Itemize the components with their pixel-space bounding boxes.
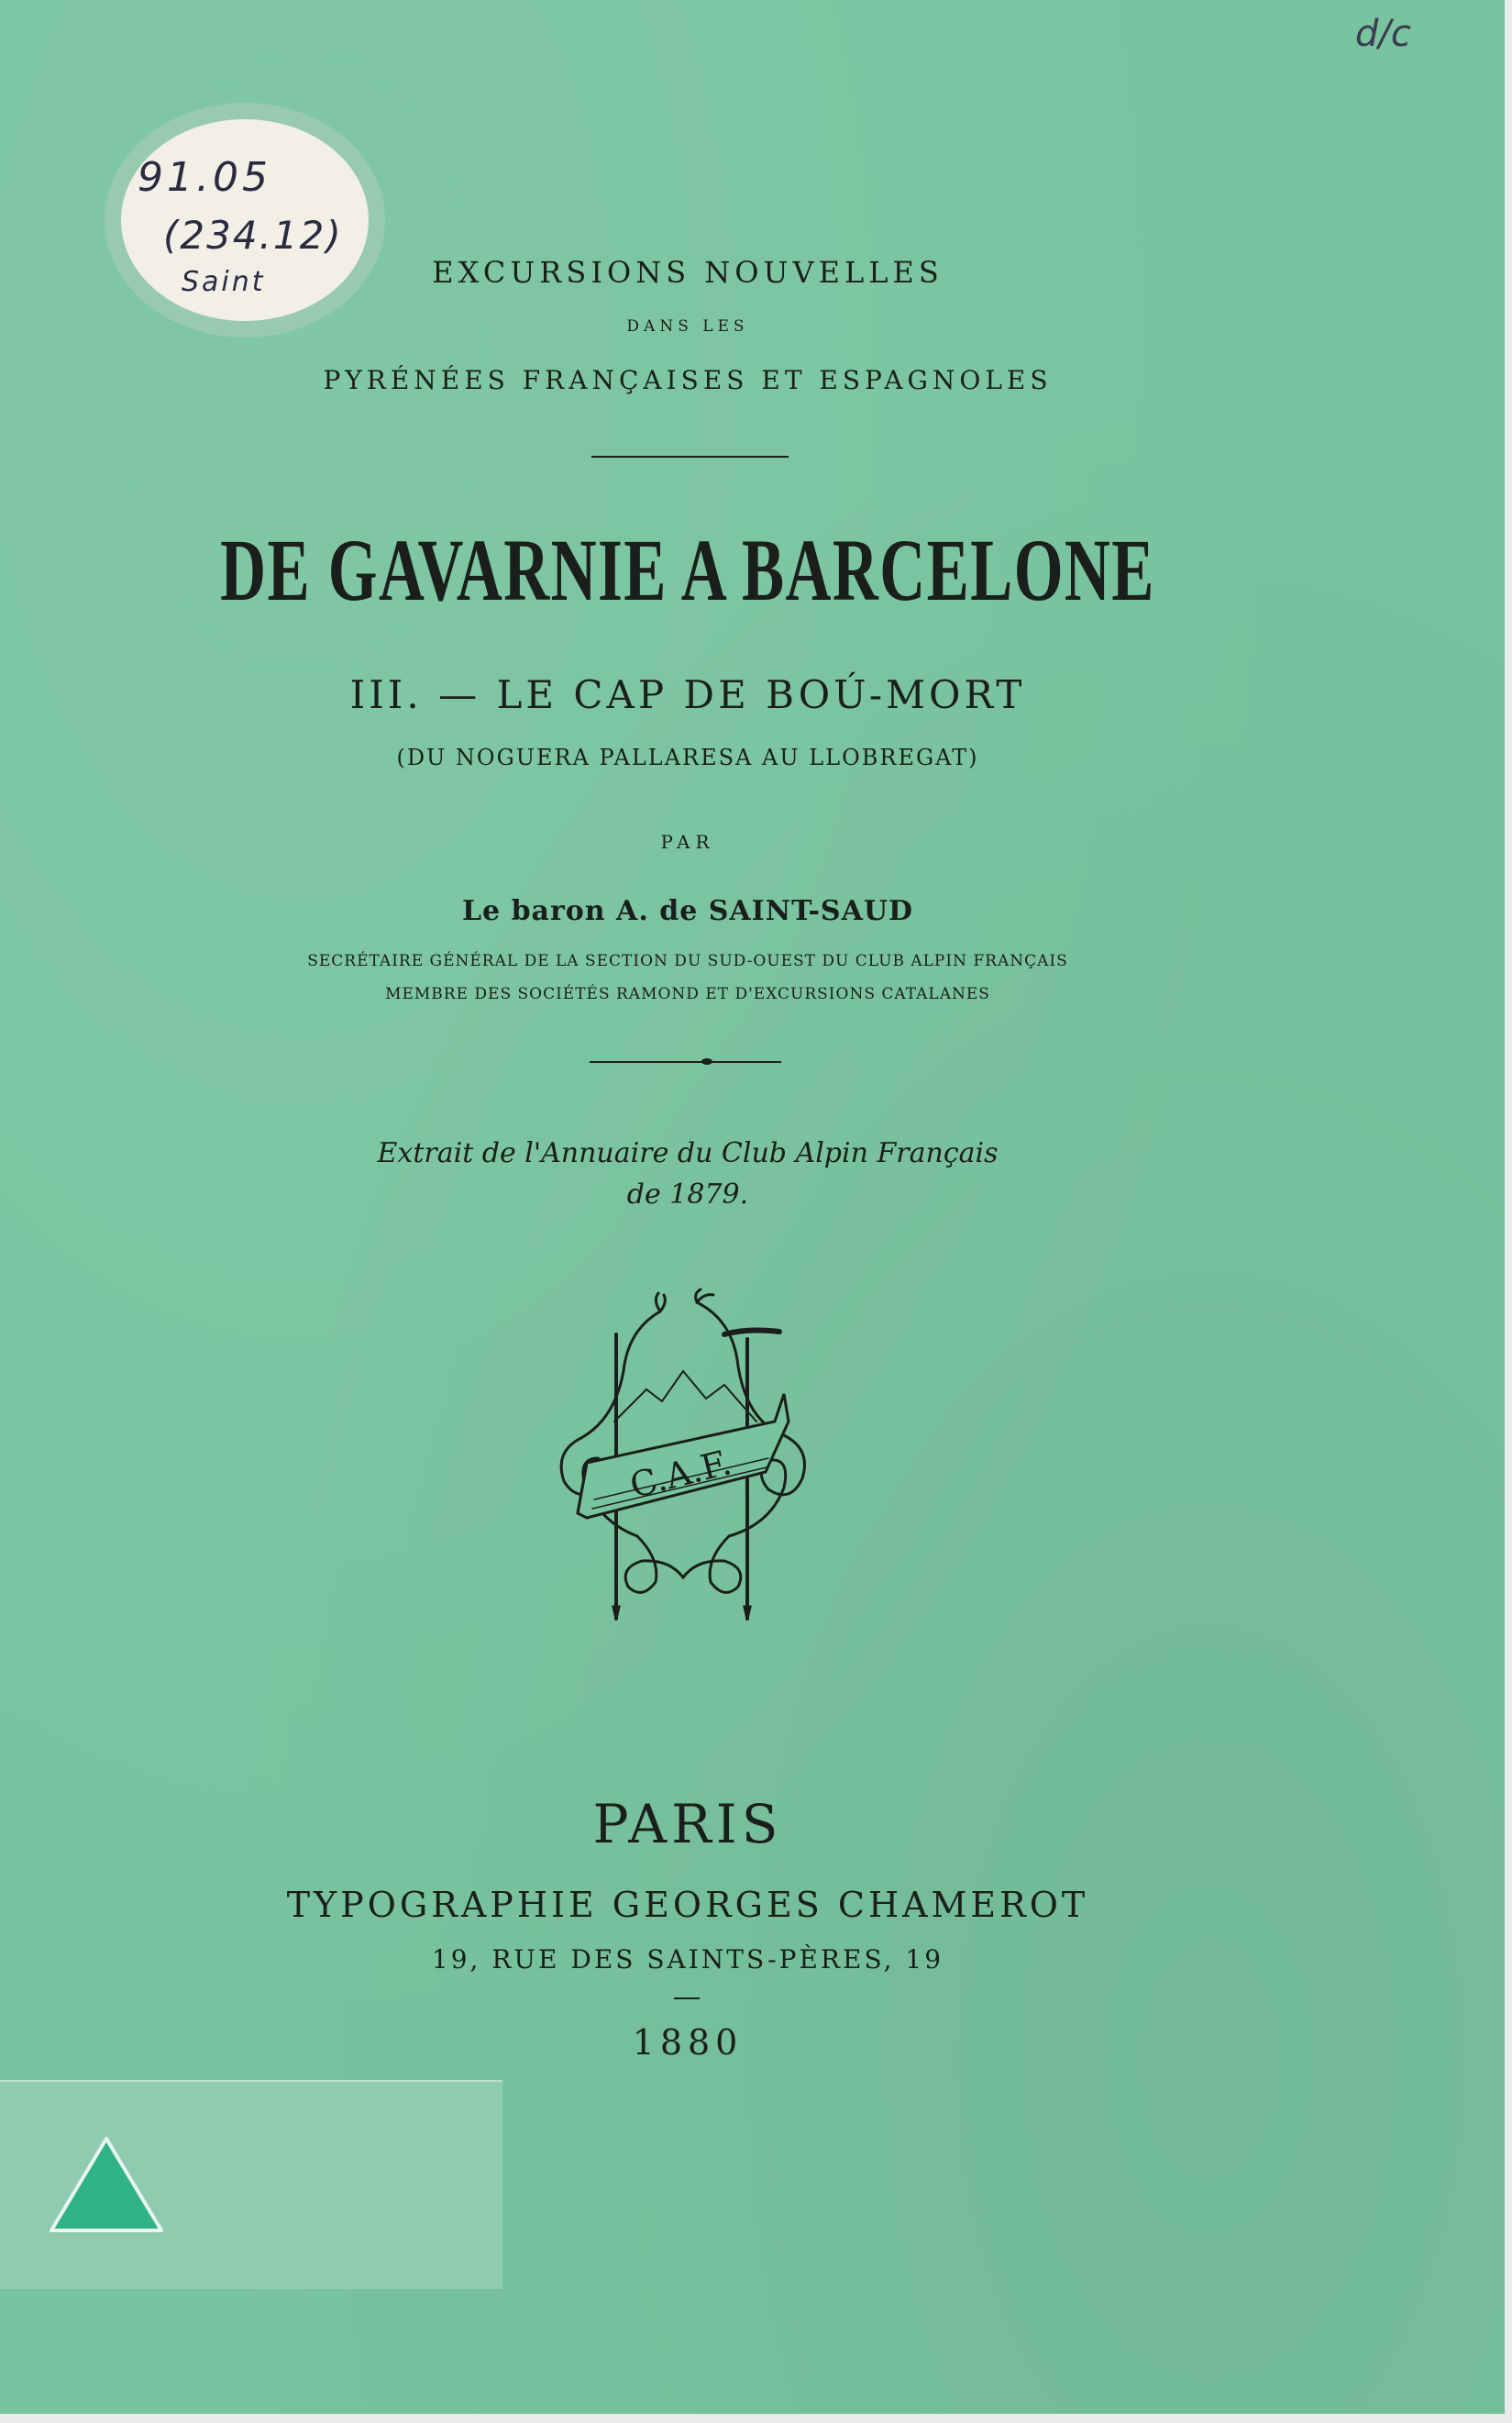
extract-note: Extrait de l'Annuaire du Club Alpin Français [377,1137,999,1169]
page-edge-bottom [0,2414,1512,2423]
main-title: DE GAVARNIE A BARCELONE [220,521,1155,619]
divider-rule-left [590,1061,704,1063]
by-line: PAR [660,831,715,853]
triangle-icon [48,2135,165,2234]
divider-rule [591,456,789,458]
label-number: (234.12) [163,213,343,258]
imprint-printer: TYPOGRAPHIE GEORGES CHAMEROT [286,1885,1089,1925]
imprint-year: 1880 [632,2022,744,2063]
caf-emblem-icon [550,1284,816,1642]
author-credential-1: SECRÉTAIRE GÉNÉRAL DE LA SECTION DU SUD-OUEST DU CLUB ALPIN FRANÇAIS [307,952,1068,970]
page-edge-right [1505,0,1512,2423]
label-name: Saint [182,266,266,298]
author-credential-2: MEMBRE DES SOCIÉTÉS RAMOND ET D'EXCURSIONS CATALANES [385,985,990,1003]
series-connector: DANS LES [626,317,749,336]
emblem-banner-text: C.A.F. [625,1442,735,1506]
imprint-address: 19, RUE DES SAINTS-PÈRES, 19 [431,1944,944,1975]
author-name: Le baron A. de SAINT-SAUD [461,895,914,927]
divider-rule-right [710,1061,781,1063]
imprint-rule [674,1997,700,1999]
subtitle-route: (DU NOGUERA PALLARESA AU LLOBREGAT) [396,745,979,770]
series-title: EXCURSIONS NOUVELLES [432,255,944,290]
label-classmark: 91.05 [138,154,271,201]
extract-year: de 1879. [626,1178,749,1211]
imprint-city: PARIS [592,1793,783,1855]
series-region: PYRÉNÉES FRANÇAISES ET ESPAGNOLES [323,365,1053,395]
subtitle: III. — LE CAP DE BOÚ-MORT [349,672,1026,717]
handwritten-corner-note: d/c [1355,13,1411,55]
